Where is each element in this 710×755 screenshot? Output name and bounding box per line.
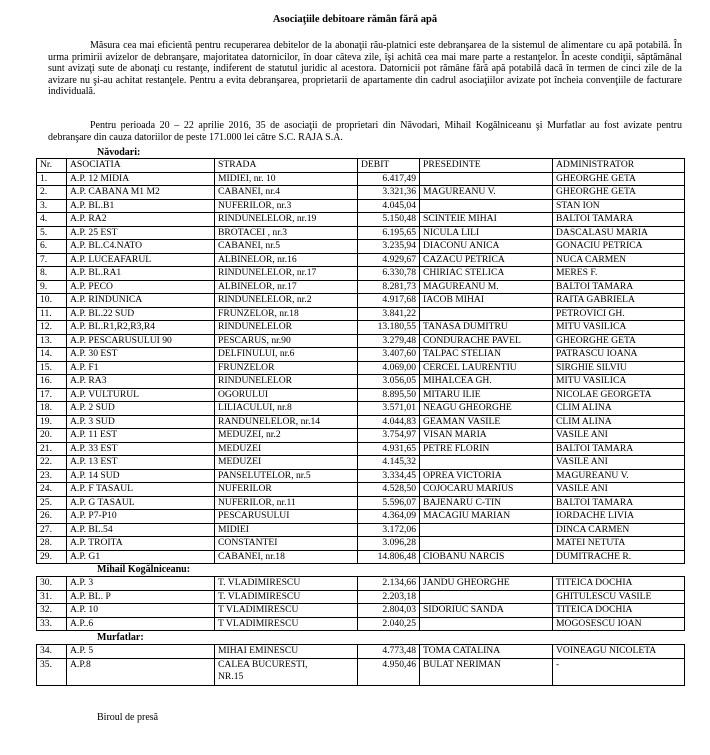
cell-association: A.P. 13 EST	[67, 456, 215, 470]
cell-debt: 2.203,18	[358, 590, 420, 604]
table-row	[37, 590, 685, 604]
cell-association: A.P. RA2	[67, 213, 215, 227]
cell-street: ALBINELOR, nr.16	[215, 253, 358, 267]
cell-administrator: -	[553, 658, 685, 685]
cell-association: A.P. RINDUNICA	[67, 294, 215, 308]
cell-president: IACOB MIHAI	[420, 294, 553, 308]
cell-administrator: MERES F.	[553, 267, 685, 281]
cell-association: A.P. 3 SUD	[67, 415, 215, 429]
table-row	[37, 456, 685, 470]
cell-president: CIOBANU NARCIS	[420, 550, 553, 564]
cell-debt: 3.407,60	[358, 348, 420, 362]
table-row	[37, 375, 685, 389]
cell-street: RINDUNELELOR, nr.2	[215, 294, 358, 308]
table-row	[37, 253, 685, 267]
cell-president: JANDU GHEORGHE	[420, 577, 553, 591]
cell-debt: 3.321,36	[358, 186, 420, 200]
table-header-row	[37, 159, 685, 173]
cell-debt: 6.417,49	[358, 172, 420, 186]
cell-association: A.P. F TASAUL	[67, 483, 215, 497]
debtors-table-mk	[36, 576, 685, 631]
cell-debt: 8.281,73	[358, 280, 420, 294]
cell-row-number: 32.	[37, 604, 67, 618]
section-murfatlar: Murfatlar:	[97, 632, 144, 643]
table-row	[37, 523, 685, 537]
cell-street: DELFINULUI, nr.6	[215, 348, 358, 362]
cell-association: A.P. BL.C4.NATO	[67, 240, 215, 254]
cell-president: CHIRIAC STELICA	[420, 267, 553, 281]
cell-association: A.P. BL.RA1	[67, 267, 215, 281]
cell-row-number: 16.	[37, 375, 67, 389]
cell-row-number: 21.	[37, 442, 67, 456]
cell-president: TOMA CATALINA	[420, 645, 553, 659]
cell-association: A.P. 25 EST	[67, 226, 215, 240]
cell-administrator: BALTOI TAMARA	[553, 213, 685, 227]
cell-president: COJOCARU MARIUS	[420, 483, 553, 497]
cell-street: CABANEI, nr.4	[215, 186, 358, 200]
cell-president: CAZACU PETRICA	[420, 253, 553, 267]
table-row	[37, 429, 685, 443]
cell-street: CALEA BUCURESTI, NR.15	[215, 658, 358, 685]
cell-administrator: IORDACHE LIVIA	[553, 510, 685, 524]
table-row	[37, 645, 685, 659]
cell-president: MACAGIU MARIAN	[420, 510, 553, 524]
cell-association: A.P. BL.R1,R2,R3,R4	[67, 321, 215, 335]
cell-association: A.P. P7-P10	[67, 510, 215, 524]
cell-debt: 14.806,48	[358, 550, 420, 564]
intro-paragraph: Măsura cea mai eficientă pentru recuperarea debitelor de la abonaţii rău-platnici este debranşarea de la sistemul de alimentare cu apă potabilă. În urma primirii avizelor de debranşare, majoritatea datornicilor, în doar câteva zile, îşi achită cea mai mare parte a restanţelor. În aceste condiţii, săptămânal sunt avizaţi sute de abonaţi cu restanţe, indiferent de statutul juridic al acestora. Datornicii pot rămâne fără apă potabilă dacă în termen de cinci zile de la avizare nu şi-au achitat restanţele. Pentru a evita debranşarea, proprietarii de apartamente din cadrul asociaţiilor avizate pot încheia convenţiile de facturare individuală.	[48, 40, 682, 98]
cell-row-number: 24.	[37, 483, 67, 497]
table-row	[37, 658, 685, 685]
cell-administrator: MOGOSESCU IOAN	[553, 617, 685, 631]
cell-street: RINDUNELELOR	[215, 375, 358, 389]
cell-association: A.P. BL.54	[67, 523, 215, 537]
cell-administrator: DUMITRACHE R.	[553, 550, 685, 564]
table-row	[37, 267, 685, 281]
cell-president: SIDORIUC SANDA	[420, 604, 553, 618]
cell-president: MAGUREANU V.	[420, 186, 553, 200]
cell-debt: 4.145,32	[358, 456, 420, 470]
table-row	[37, 510, 685, 524]
cell-street: MEDUZEI	[215, 456, 358, 470]
cell-street: RINDUNELELOR	[215, 321, 358, 335]
cell-president: BAJENARU C-TIN	[420, 496, 553, 510]
cell-president	[420, 590, 553, 604]
cell-row-number: 17.	[37, 388, 67, 402]
cell-association: A.P. 10	[67, 604, 215, 618]
cell-row-number: 1.	[37, 172, 67, 186]
table-row	[37, 172, 685, 186]
cell-street: MIDIEI	[215, 523, 358, 537]
cell-association: A.P. LUCEAFARUL	[67, 253, 215, 267]
cell-street: ALBINELOR, nr.17	[215, 280, 358, 294]
cell-administrator: MITU VASILICA	[553, 321, 685, 335]
table-row	[37, 604, 685, 618]
document-title: Asociaţiile debitoare rămân fără apă	[272, 14, 438, 25]
cell-debt: 3.096,28	[358, 537, 420, 551]
cell-street: T VLADIMIRESCU	[215, 617, 358, 631]
cell-president	[420, 537, 553, 551]
cell-debt: 5.150,48	[358, 213, 420, 227]
cell-administrator: TITEICA DOCHIA	[553, 577, 685, 591]
debtors-table	[36, 158, 685, 564]
table-row	[37, 213, 685, 227]
cell-street: NUFERILOR	[215, 483, 358, 497]
cell-row-number: 15.	[37, 361, 67, 375]
cell-debt: 4.917,68	[358, 294, 420, 308]
cell-row-number: 18.	[37, 402, 67, 416]
cell-association: A.P. VULTURUL	[67, 388, 215, 402]
cell-administrator: BALTOI TAMARA	[553, 442, 685, 456]
cell-debt: 3.279,48	[358, 334, 420, 348]
table-row	[37, 415, 685, 429]
cell-association: A.P. BL.B1	[67, 199, 215, 213]
cell-row-number: 10.	[37, 294, 67, 308]
cell-street: NUFERILOR, nr.11	[215, 496, 358, 510]
cell-president: TANASA DUMITRU	[420, 321, 553, 335]
cell-street: RINDUNELELOR, nr.19	[215, 213, 358, 227]
table-row	[37, 348, 685, 362]
cell-association: A.P..6	[67, 617, 215, 631]
header-association: ASOCIATIA	[67, 159, 215, 173]
cell-association: A.P. TROITA	[67, 537, 215, 551]
table-row	[37, 334, 685, 348]
cell-street: RINDUNELELOR, nr.17	[215, 267, 358, 281]
cell-president: BULAT NERIMAN	[420, 658, 553, 685]
cell-debt: 4.528,50	[358, 483, 420, 497]
cell-president: SCINTEIE MIHAI	[420, 213, 553, 227]
cell-debt: 6.195,65	[358, 226, 420, 240]
debtors-table-murfatlar	[36, 644, 685, 686]
cell-street: T VLADIMIRESCU	[215, 604, 358, 618]
cell-president	[420, 456, 553, 470]
cell-row-number: 12.	[37, 321, 67, 335]
cell-row-number: 22.	[37, 456, 67, 470]
cell-row-number: 31.	[37, 590, 67, 604]
press-office-signature: Biroul de presă	[97, 712, 159, 723]
cell-row-number: 4.	[37, 213, 67, 227]
cell-administrator: BALTOI TAMARA	[553, 280, 685, 294]
cell-row-number: 11.	[37, 307, 67, 321]
street-line-2: NR.15	[218, 670, 244, 682]
cell-president: MITARU ILIE	[420, 388, 553, 402]
cell-street: PESCARUSULUI	[215, 510, 358, 524]
cell-association: A.P.8	[67, 658, 215, 685]
cell-debt: 3.056,05	[358, 375, 420, 389]
cell-row-number: 28.	[37, 537, 67, 551]
cell-debt: 4.364,09	[358, 510, 420, 524]
header-administrator: ADMINISTRATOR	[553, 159, 685, 173]
cell-president	[420, 523, 553, 537]
cell-debt: 4.929,67	[358, 253, 420, 267]
cell-street: OGORULUI	[215, 388, 358, 402]
cell-administrator: VASILE ANI	[553, 429, 685, 443]
cell-street: MEDUZEI, nr.2	[215, 429, 358, 443]
cell-street: MEDUZEI	[215, 442, 358, 456]
cell-administrator: STAN ION	[553, 199, 685, 213]
cell-association: A.P. BL.22 SUD	[67, 307, 215, 321]
header-row-number: Nr.	[37, 159, 67, 173]
cell-association: A.P. PECO	[67, 280, 215, 294]
cell-president: NEAGU GHEORGHE	[420, 402, 553, 416]
cell-association: A.P. CABANA M1 M2	[67, 186, 215, 200]
cell-association: A.P. BL. P	[67, 590, 215, 604]
cell-administrator: MITU VASILICA	[553, 375, 685, 389]
cell-association: A.P. 30 EST	[67, 348, 215, 362]
cell-row-number: 9.	[37, 280, 67, 294]
cell-debt: 6.330,78	[358, 267, 420, 281]
cell-debt: 2.040,25	[358, 617, 420, 631]
cell-debt: 3.334,45	[358, 469, 420, 483]
cell-row-number: 33.	[37, 617, 67, 631]
cell-administrator: VOINEAGU NICOLETA	[553, 645, 685, 659]
cell-row-number: 20.	[37, 429, 67, 443]
cell-president	[420, 617, 553, 631]
section-mihail-kogalniceanu: Mihail Kogălniceanu:	[97, 564, 191, 575]
cell-association: A.P. 5	[67, 645, 215, 659]
cell-administrator: GHITULESCU VASILE	[553, 590, 685, 604]
cell-administrator: NUCA CARMEN	[553, 253, 685, 267]
cell-row-number: 25.	[37, 496, 67, 510]
cell-street: LILIACULUI, nr.8	[215, 402, 358, 416]
cell-president: CERCEL LAURENTIU	[420, 361, 553, 375]
table-row	[37, 186, 685, 200]
cell-street: PANSELUTELOR, nr.5	[215, 469, 358, 483]
cell-administrator: GHEORGHE GETA	[553, 172, 685, 186]
cell-president: OPREA VICTORIA	[420, 469, 553, 483]
cell-row-number: 35.	[37, 658, 67, 685]
cell-debt: 3.235,94	[358, 240, 420, 254]
cell-street: MIDIEI, nr. 10	[215, 172, 358, 186]
cell-administrator: MAGUREANU V.	[553, 469, 685, 483]
cell-administrator: VASILE ANI	[553, 456, 685, 470]
cell-administrator: BALTOI TAMARA	[553, 496, 685, 510]
cell-debt: 5.596,07	[358, 496, 420, 510]
cell-association: A.P. G1	[67, 550, 215, 564]
cell-row-number: 6.	[37, 240, 67, 254]
cell-row-number: 27.	[37, 523, 67, 537]
section-navodari: Năvodari:	[97, 147, 141, 158]
cell-president	[420, 307, 553, 321]
table-row	[37, 199, 685, 213]
cell-row-number: 19.	[37, 415, 67, 429]
cell-president: GEAMAN VASILE	[420, 415, 553, 429]
cell-street: CABANEI, nr.18	[215, 550, 358, 564]
cell-president: CONDURACHE PAVEL	[420, 334, 553, 348]
cell-row-number: 13.	[37, 334, 67, 348]
cell-association: A.P. 2 SUD	[67, 402, 215, 416]
cell-administrator: RAITA GABRIELA	[553, 294, 685, 308]
cell-administrator: CLIM ALINA	[553, 402, 685, 416]
header-street: STRADA	[215, 159, 358, 173]
cell-president: MAGUREANU M.	[420, 280, 553, 294]
cell-row-number: 14.	[37, 348, 67, 362]
cell-row-number: 30.	[37, 577, 67, 591]
cell-administrator: SIRGHIE SILVIU	[553, 361, 685, 375]
cell-debt: 3.754,97	[358, 429, 420, 443]
cell-administrator: MATEI NETUTA	[553, 537, 685, 551]
cell-street: NUFERILOR, nr.3	[215, 199, 358, 213]
cell-administrator: GONACIU PETRICA	[553, 240, 685, 254]
table-row	[37, 442, 685, 456]
table-row	[37, 240, 685, 254]
cell-debt: 4.950,46	[358, 658, 420, 685]
table-row	[37, 321, 685, 335]
cell-street: FRUNZELOR, nr.18	[215, 307, 358, 321]
table-row	[37, 577, 685, 591]
table-row	[37, 361, 685, 375]
cell-debt: 3.571,01	[358, 402, 420, 416]
cell-row-number: 2.	[37, 186, 67, 200]
table-row	[37, 469, 685, 483]
table-row	[37, 617, 685, 631]
table-row	[37, 307, 685, 321]
cell-row-number: 29.	[37, 550, 67, 564]
cell-debt: 4.044,83	[358, 415, 420, 429]
cell-debt: 4.931,65	[358, 442, 420, 456]
cell-debt: 8.895,50	[358, 388, 420, 402]
table-row	[37, 402, 685, 416]
cell-president: PETRE FLORIN	[420, 442, 553, 456]
cell-debt: 4.773,48	[358, 645, 420, 659]
cell-debt: 3.841,22	[358, 307, 420, 321]
cell-administrator: DINCA CARMEN	[553, 523, 685, 537]
cell-association: A.P. PESCARUSULUI 90	[67, 334, 215, 348]
table-row	[37, 550, 685, 564]
cell-row-number: 3.	[37, 199, 67, 213]
table-row	[37, 537, 685, 551]
cell-street: PESCARUS, nr.90	[215, 334, 358, 348]
cell-row-number: 7.	[37, 253, 67, 267]
cell-row-number: 34.	[37, 645, 67, 659]
cell-administrator: TITEICA DOCHIA	[553, 604, 685, 618]
cell-association: A.P. 14 SUD	[67, 469, 215, 483]
table-row	[37, 226, 685, 240]
cell-association: A.P. G TASAUL	[67, 496, 215, 510]
cell-association: A.P. 3	[67, 577, 215, 591]
cell-association: A.P. 11 EST	[67, 429, 215, 443]
cell-president: MIHALCEA GH.	[420, 375, 553, 389]
cell-debt: 2.804,03	[358, 604, 420, 618]
table-row	[37, 280, 685, 294]
period-paragraph: Pentru perioada 20 – 22 aprilie 2016, 35 de asociaţii de proprietari din Năvodari, Mihail Kogălniceanu şi Murfatlar au fost avizate pentru debranşare din cauza datoriilor de peste 171.000 lei către S.C. RAJA S.A.	[48, 120, 682, 143]
cell-debt: 13.180,55	[358, 321, 420, 335]
cell-debt: 3.172,06	[358, 523, 420, 537]
cell-street: T. VLADIMIRESCU	[215, 590, 358, 604]
cell-street: FRUNZELOR	[215, 361, 358, 375]
cell-row-number: 5.	[37, 226, 67, 240]
cell-association: A.P. F1	[67, 361, 215, 375]
cell-president	[420, 172, 553, 186]
cell-street: MIHAI EMINESCU	[215, 645, 358, 659]
header-debt: DEBIT	[358, 159, 420, 173]
cell-row-number: 26.	[37, 510, 67, 524]
table-row	[37, 294, 685, 308]
cell-row-number: 8.	[37, 267, 67, 281]
cell-administrator: DASCALASU MARIA	[553, 226, 685, 240]
cell-row-number: 23.	[37, 469, 67, 483]
cell-street: CONSTANTEI	[215, 537, 358, 551]
cell-administrator: GHEORGHE GETA	[553, 186, 685, 200]
cell-president: DIACONU ANICA	[420, 240, 553, 254]
cell-president: VISAN MARIA	[420, 429, 553, 443]
cell-administrator: PATRASCU IOANA	[553, 348, 685, 362]
cell-president: NICULA LILI	[420, 226, 553, 240]
table-row	[37, 388, 685, 402]
cell-debt: 2.134,66	[358, 577, 420, 591]
table-row	[37, 496, 685, 510]
cell-street: T. VLADIMIRESCU	[215, 577, 358, 591]
cell-debt: 4.069,00	[358, 361, 420, 375]
cell-association: A.P. RA3	[67, 375, 215, 389]
cell-street: BROTACEI , nr.3	[215, 226, 358, 240]
cell-president	[420, 199, 553, 213]
cell-street: CABANEI, nr.5	[215, 240, 358, 254]
cell-street: RANDUNELELOR, nr.14	[215, 415, 358, 429]
cell-administrator: CLIM ALINA	[553, 415, 685, 429]
cell-administrator: VASILE ANI	[553, 483, 685, 497]
cell-administrator: GHEORGHE GETA	[553, 334, 685, 348]
cell-administrator: NICOLAE GEORGETA	[553, 388, 685, 402]
cell-association: A.P. 33 EST	[67, 442, 215, 456]
cell-administrator: PETROVICI GH.	[553, 307, 685, 321]
header-president: PRESEDINTE	[420, 159, 553, 173]
cell-president: TALPAC STELIAN	[420, 348, 553, 362]
table-row	[37, 483, 685, 497]
cell-association: A.P. 12 MIDIA	[67, 172, 215, 186]
cell-debt: 4.045,04	[358, 199, 420, 213]
